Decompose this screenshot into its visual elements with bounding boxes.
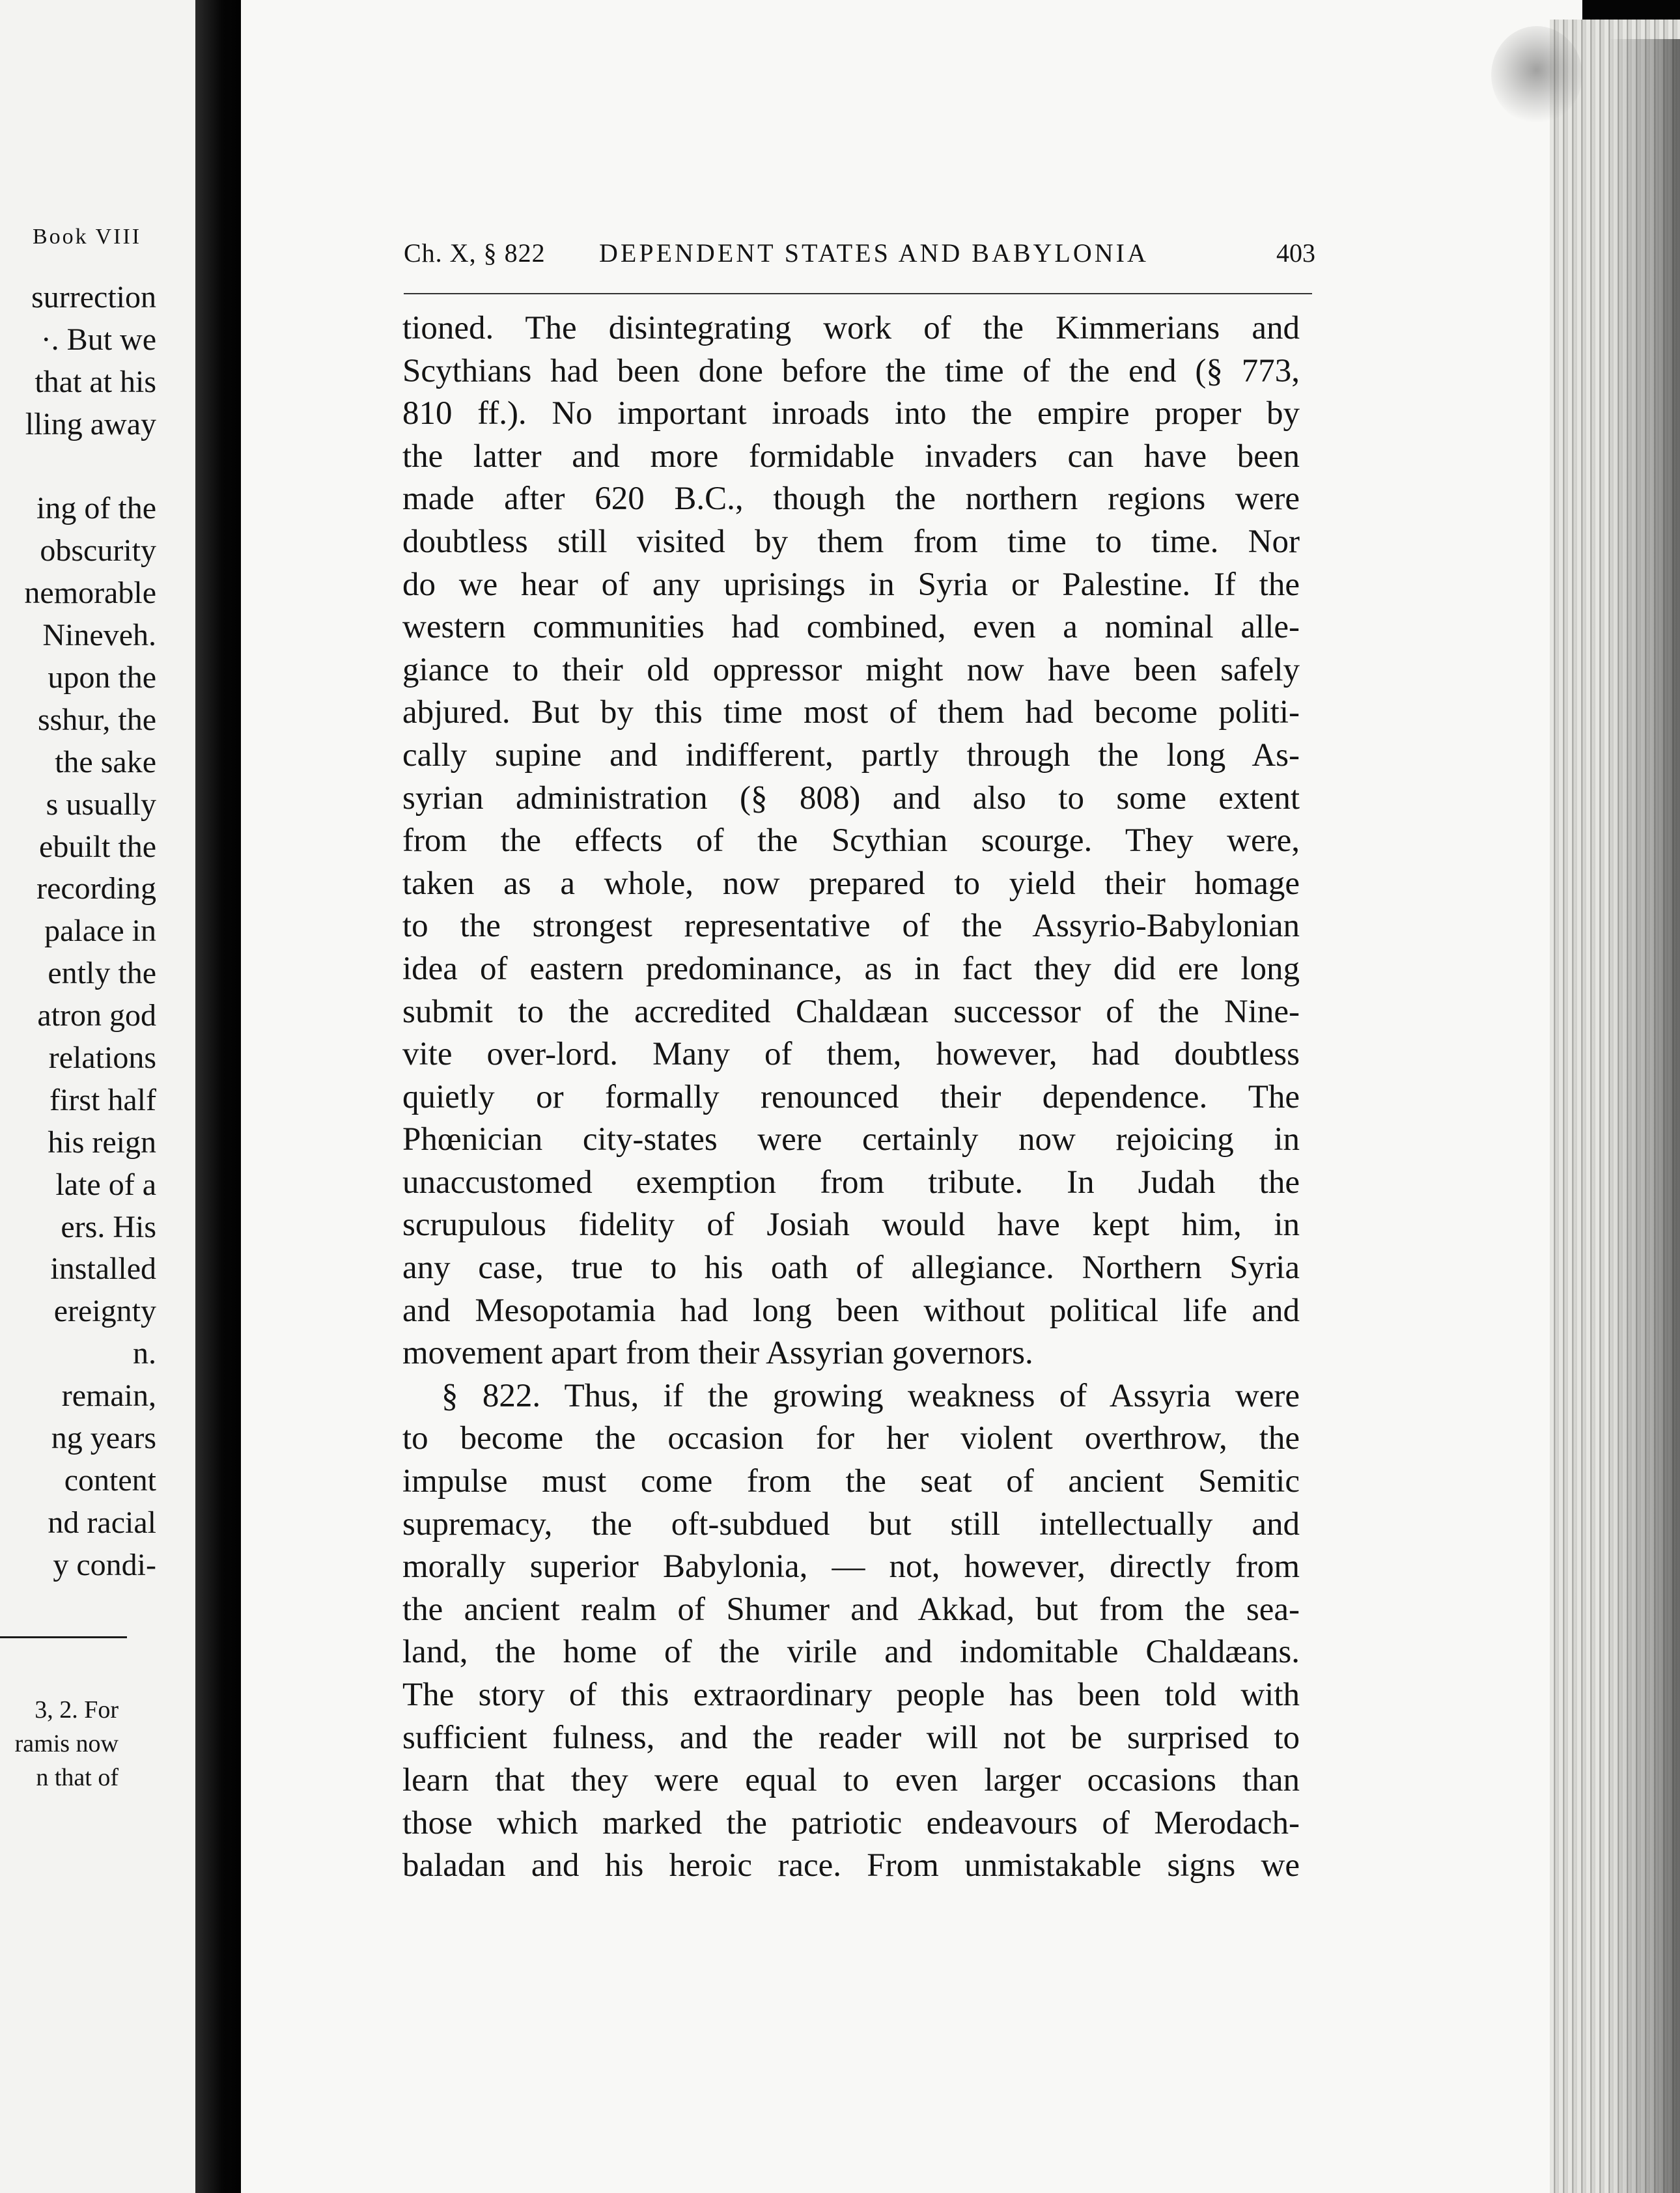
text-line: n. xyxy=(133,1336,156,1371)
text-line: doubtless still visited by them from time to time. Nor xyxy=(402,523,1300,560)
text-line: remain, xyxy=(61,1378,156,1414)
section-822-start: § 822. Thus, if the growing weakness of Assyria were xyxy=(441,1377,1300,1414)
page-stack-shadow xyxy=(1608,39,1680,2193)
text-line: nemorable xyxy=(24,576,156,611)
text-line: tioned. The disintegrating work of the Kimmerians and xyxy=(402,310,1300,346)
text-line: to become the occasion for her violent overthrow, the xyxy=(402,1420,1300,1457)
text-line: made after 620 B.C., though the northern regions were xyxy=(402,481,1300,518)
text-line: from the effects of the Scythian scourge. They were, xyxy=(402,822,1300,859)
footnote-line: ramis now xyxy=(14,1730,119,1757)
text-line: palace in xyxy=(44,914,156,949)
text-line: morally superior Babylonia, — not, however, directly from xyxy=(402,1548,1300,1585)
text-line: land, the home of the virile and indomitable Chaldæans. xyxy=(402,1634,1300,1671)
text-line: Phœnician city-states were certainly now rejoicing in xyxy=(402,1121,1300,1158)
text-line: The story of this extraordinary people has been told with xyxy=(402,1677,1300,1713)
running-title: DEPENDENT STATES AND BABYLONIA xyxy=(599,238,1149,268)
text-line: impulse must come from the seat of ancient Semitic xyxy=(402,1463,1300,1500)
text-line: taken as a whole, now prepared to yield their homage xyxy=(402,865,1300,902)
text-line: do we hear of any uprisings in Syria or Palestine. If the xyxy=(402,566,1300,603)
text-line xyxy=(0,446,195,488)
text-line: ereignty xyxy=(53,1294,156,1329)
text-line: upon the xyxy=(48,660,156,695)
text-line: quietly or formally renounced their dependence. The xyxy=(402,1078,1300,1115)
text-line: those which marked the patriotic endeavours of Merodach- xyxy=(402,1804,1300,1841)
text-line: idea of eastern predominance, as in fact they did ere long xyxy=(402,950,1300,987)
text-line: vite over-lord. Many of them, however, had doubtless xyxy=(402,1036,1300,1073)
text-line: learn that they were equal to even larger occasions than xyxy=(402,1762,1300,1799)
text-line: submit to the accredited Chaldæan successor of the Nine- xyxy=(402,993,1300,1030)
left-footnotes xyxy=(0,1693,195,1795)
text-line: western communities had combined, even a nominal alle- xyxy=(402,609,1300,646)
left-running-header: Book VIII xyxy=(33,225,142,249)
text-line: ers. His xyxy=(61,1209,156,1244)
text-line: installed xyxy=(50,1251,156,1287)
text-line: scrupulous fidelity of Josiah would have kept him, in xyxy=(402,1207,1300,1244)
text-line: content xyxy=(64,1462,156,1498)
text-line: baladan and his heroic race. From unmistakable signs we xyxy=(402,1847,1300,1884)
text-line: y condi- xyxy=(53,1547,156,1582)
text-line: movement apart from their Assyrian governors. xyxy=(402,1335,1033,1372)
text-line: any case, true to his oath of allegiance. Northern Syria xyxy=(402,1250,1300,1287)
footnote-line: n that of xyxy=(36,1764,119,1791)
text-line: late of a xyxy=(55,1167,156,1202)
text-line: ing of the xyxy=(36,491,156,526)
text-line: the ancient realm of Shumer and Akkad, but from the sea- xyxy=(402,1591,1300,1628)
text-line: sufficient fulness, and the reader will not be surprised to xyxy=(402,1719,1300,1756)
text-line: and Mesopotamia had long been without political life and xyxy=(402,1292,1300,1329)
text-line: lling away xyxy=(25,406,156,441)
text-line: to the strongest representative of the Assyrio-Babylonian xyxy=(402,908,1300,945)
footnote-line: 3, 2. For xyxy=(35,1696,119,1724)
thumb-smudge xyxy=(1491,26,1582,124)
text-line: recording xyxy=(36,871,156,906)
left-page xyxy=(0,0,195,2193)
text-line: ng years xyxy=(51,1421,156,1456)
text-line: the sake xyxy=(55,744,156,779)
text-line: supremacy, the oft-subdued but still intellectually and xyxy=(402,1505,1300,1543)
text-line: his reign xyxy=(48,1124,156,1160)
text-line: the latter and more formidable invaders can have been xyxy=(402,438,1300,475)
text-line: obscurity xyxy=(40,533,156,568)
text-line: abjured. But by this time most of them had become politi- xyxy=(402,694,1300,731)
text-line: sshur, the xyxy=(37,702,156,737)
running-header xyxy=(404,238,1315,277)
text-line: ebuilt the xyxy=(39,829,156,864)
header-rule xyxy=(404,293,1312,294)
text-line: nd racial xyxy=(48,1505,156,1540)
text-line: ·. But we xyxy=(40,322,156,357)
footnote-rule xyxy=(0,1636,127,1638)
text-line: ently the xyxy=(48,956,156,991)
text-line: atron god xyxy=(37,998,156,1033)
body-text xyxy=(402,307,1300,1888)
text-line: surrection xyxy=(31,280,156,314)
left-text-block xyxy=(0,277,195,1587)
text-line: first half xyxy=(49,1082,156,1117)
text-line: 810 ff.). No important inroads into the empire proper by xyxy=(402,395,1300,432)
text-line: cally supine and indifferent, partly through the long As- xyxy=(402,736,1300,774)
text-line: Nineveh. xyxy=(42,618,156,653)
text-line: syrian administration (§ 808) and also to some extent xyxy=(402,779,1300,817)
text-line: s usually xyxy=(46,787,156,822)
chapter-section-ref: Ch. X, § 822 xyxy=(404,238,546,268)
text-line: that at his xyxy=(35,364,156,399)
text-line: relations xyxy=(48,1041,156,1076)
text-line: Scythians had been done before the time of the end (§ 773, xyxy=(402,352,1300,389)
text-line: giance to their old oppressor might now have been safely xyxy=(402,651,1300,688)
text-line: unaccustomed exemption from tribute. In Judah the xyxy=(402,1164,1300,1201)
page-number: 403 xyxy=(1276,238,1315,268)
